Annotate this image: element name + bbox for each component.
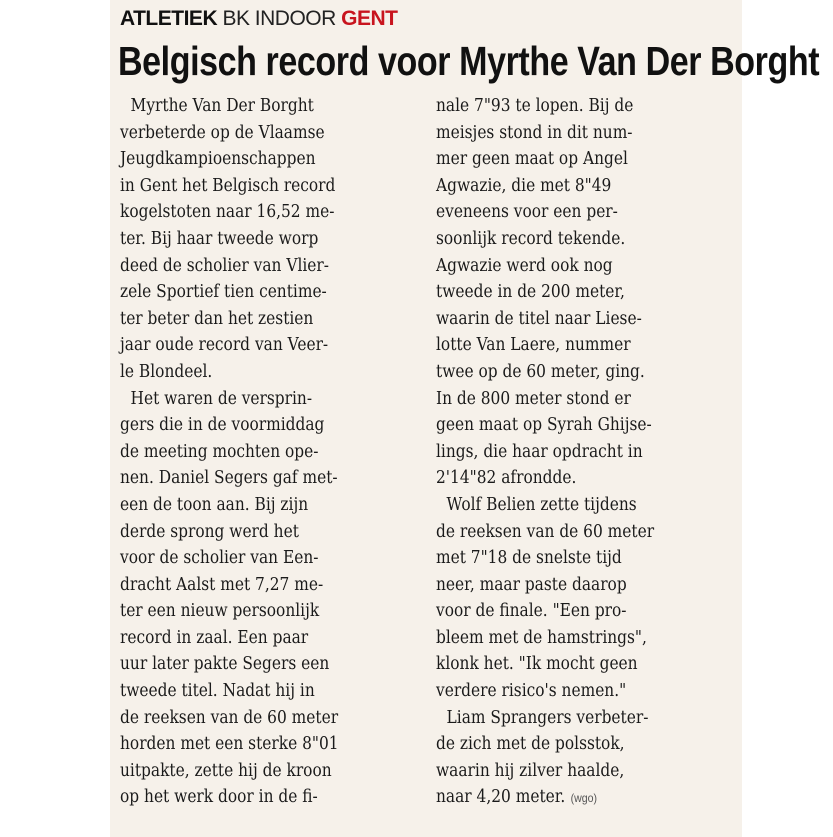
text-line: lings, die haar opdracht in	[436, 441, 643, 462]
article-headline: Belgisch record voor Myrthe Van Der Borght	[118, 38, 820, 84]
text-line: le Blondeel.	[120, 361, 213, 382]
text-line: op het werk door in de fi-	[120, 787, 318, 808]
text-line: zele Sportief tien centime-	[120, 282, 327, 303]
text-line: record in zaal. Een paar	[120, 627, 309, 648]
article-column-right	[436, 93, 738, 811]
text-line: verbeterde op de Vlaamse	[120, 122, 325, 143]
text-line: Agwazie, die met 8"49	[436, 175, 612, 196]
text-line: in Gent het Belgisch record	[120, 175, 336, 196]
text-line: de reeksen van de 60 meter	[436, 521, 655, 542]
text-line: twee op de 60 meter, ging.	[436, 361, 645, 382]
text-line: uur later pakte Segers een	[120, 654, 330, 675]
text-line: kogelstoten naar 16,52 me-	[120, 202, 335, 223]
text-line: tweede titel. Nadat hij in	[120, 681, 315, 702]
text-line: ter beter dan het zestien	[120, 308, 314, 329]
text-line: tweede in de 200 meter,	[436, 282, 625, 303]
text-line: Agwazie werd ook nog	[436, 255, 613, 276]
text-line: met 7"18 de snelste tijd	[436, 548, 622, 569]
text-line: uitpakte, zette hij de kroon	[120, 760, 332, 781]
text-line: een de toon aan. Bij zijn	[120, 494, 309, 515]
text-line: de meeting mochten ope-	[120, 441, 319, 462]
text-line: gers die in de voormiddag	[120, 415, 325, 436]
text-line: soonlijk record tekende.	[436, 228, 626, 249]
text-line: waarin hij zilver haalde,	[436, 760, 625, 781]
text-line: nen. Daniel Segers gaf met-	[120, 468, 338, 489]
text-line: lotte Van Laere, nummer	[436, 335, 631, 356]
text-line: Jeugdkampioenschappen	[120, 149, 316, 170]
text-line: neer, maar paste daarop	[436, 574, 627, 595]
author-credit: (wgo)	[570, 791, 598, 806]
text-line: derde sprong werd het	[120, 521, 299, 542]
last-line-text: naar 4,20 meter.	[436, 787, 566, 808]
text-line: mer geen maat op Angel	[436, 149, 628, 170]
text-line: Het waren de versprin-	[130, 388, 313, 409]
text-line: Liam Sprangers verbeter-	[446, 707, 649, 728]
text-line: Myrthe Van Der Borght	[130, 96, 314, 116]
kicker-city: GENT	[341, 7, 398, 30]
kicker-section: ATLETIEK	[120, 7, 218, 30]
text-line: dracht Aalst met 7,27 me-	[120, 574, 324, 595]
text-line: waarin de titel naar Liese-	[436, 308, 642, 329]
text-line: Wolf Belien zette tijdens	[446, 494, 637, 515]
text-line: voor de finale. "Een pro-	[436, 601, 627, 622]
text-line: ter een nieuw persoonlijk	[120, 601, 320, 622]
text-line: ter. Bij haar tweede worp	[120, 228, 319, 249]
text-line: klonk het. "Ik mocht geen	[436, 654, 638, 675]
text-line: verdere risico's nemen."	[436, 681, 627, 702]
text-line: horden met een sterke 8"01	[120, 734, 339, 755]
article-column-left	[120, 93, 422, 811]
text-line: deed de scholier van Vlier-	[120, 255, 329, 276]
text-line: meisjes stond in dit num-	[436, 122, 633, 143]
text-line: de reeksen van de 60 meter	[120, 707, 339, 728]
text-line: geen maat op Syrah Ghijse-	[436, 415, 652, 436]
text-line: 2'14"82 afrondde.	[436, 468, 577, 489]
text-line: jaar oude record van Veer-	[120, 335, 329, 356]
text-line: de zich met de polsstok,	[436, 734, 625, 755]
text-line: In de 800 meter stond er	[436, 388, 631, 409]
article-kicker	[120, 4, 398, 34]
text-line: eveneens voor een per-	[436, 202, 618, 223]
text-line: nale 7"93 te lopen. Bij de	[436, 96, 634, 116]
kicker-event: BK INDOOR	[222, 7, 336, 30]
text-line-last	[436, 784, 702, 811]
text-line: voor de scholier van Een-	[120, 548, 319, 569]
text-line: bleem met de hamstrings",	[436, 627, 647, 648]
